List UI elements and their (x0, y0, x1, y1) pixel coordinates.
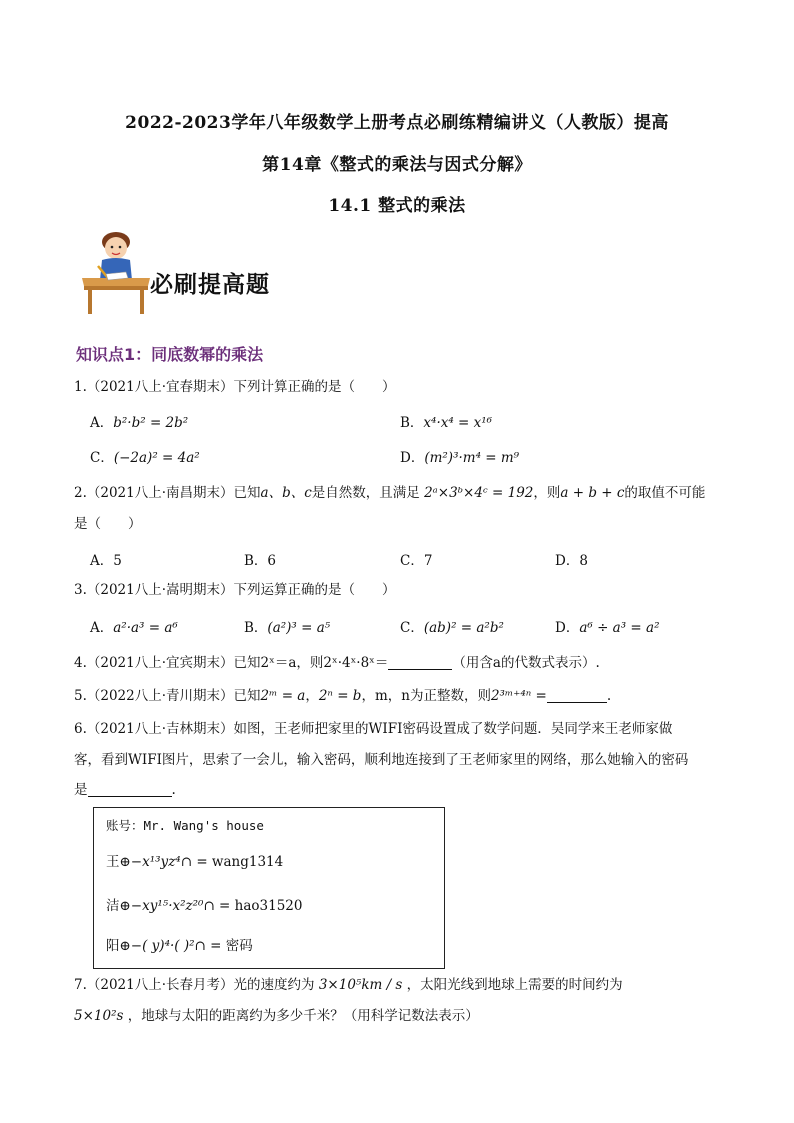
question-7-line-1: 7.（2021八上·长春月考）光的速度约为 3×10⁵km / s ，太阳光线到地球上需要的时间约为 (74, 977, 623, 993)
question-2-option-a: A．5 (90, 553, 122, 569)
question-1-option-a: A．b²·b² = 2b² (90, 415, 189, 431)
wifi-row-2: 洁⊕−xy¹⁵·x²z²⁰∩ = hao31520 (106, 898, 303, 914)
answer-blank (547, 688, 607, 703)
question-2-option-c: C．7 (400, 553, 433, 569)
question-6-line-2: 客，看到WIFI图片，思索了一会儿，输入密码，顺利地连接到了王老师家里的网络，那么她输入的密码 (74, 752, 689, 768)
question-3-option-c: C．(ab)² = a²b² (400, 620, 504, 636)
question-6-line-1: 6.（2021八上·吉林期末）如图，王老师把家里的WIFI密码设置成了数学问题．吴同学来王老师家做 (74, 721, 673, 737)
knowledge-point-heading: 知识点1：同底数幂的乘法 (76, 345, 264, 364)
question-4: 4.（2021八上·宜宾期末）已知2ˣ＝a，则2ˣ·4ˣ·8ˣ＝ （用含a的代数式表示）. (74, 655, 600, 671)
question-1-option-c: C．(−2a)² = 4a² (90, 450, 200, 466)
banner-heading: 必刷提高题 (150, 272, 270, 298)
question-2-stem: 2.（2021八上·南昌期末）已知a、b、c是自然数，且满足 2ᵃ×3ᵇ×4ᶜ = 192，则a + b + c的取值不可能 (74, 485, 706, 501)
chapter-title: 第14章《整式的乘法与因式分解》 (262, 155, 532, 175)
question-3-option-a: A．a²·a³ = a⁶ (90, 620, 178, 636)
question-6-line-3: 是 . (74, 782, 176, 798)
question-3-option-b: B．(a²)³ = a⁵ (244, 620, 331, 636)
document-title: 2022-2023学年八年级数学上册考点必刷练精编讲义（人教版）提高 (125, 113, 669, 133)
question-7-line-2: 5×10²s ，地球与太阳的距离约为多少千米？（用科学记数法表示） (74, 1008, 479, 1024)
section-title: 14.1 整式的乘法 (328, 196, 466, 216)
question-3-option-d: D．a⁶ ÷ a³ = a² (555, 620, 660, 636)
answer-blank (88, 782, 172, 797)
question-2-option-b: B．6 (244, 553, 277, 569)
answer-blank (388, 655, 452, 670)
question-1-option-b: B．x⁴·x⁴ = x¹⁶ (400, 415, 493, 431)
question-2-stem-continued: 是（ ） (74, 516, 142, 532)
wifi-row-1: 王⊕−x¹³yz⁴∩ = wang1314 (106, 854, 284, 870)
question-5: 5.（2022八上·青川期末）已知2ᵐ = a，2ⁿ = b，m，n为正整数，则2³ᵐ⁺⁴ⁿ = . (74, 688, 612, 704)
wifi-account-line: 账号：Mr. Wang's house (106, 818, 264, 833)
wifi-password-figure (93, 807, 445, 969)
question-1-stem: 1.（2021八上·宜春期末）下列计算正确的是（ ） (74, 379, 396, 395)
question-3-stem: 3.（2021八上·嵩明期末）下列运算正确的是（ ） (74, 582, 396, 598)
question-2-option-d: D．8 (555, 553, 588, 569)
wifi-row-3: 阳⊕−( y)⁴·( )²∩ = 密码 (106, 938, 253, 954)
question-1-option-d: D．(m²)³·m⁴ = m⁹ (400, 450, 520, 466)
